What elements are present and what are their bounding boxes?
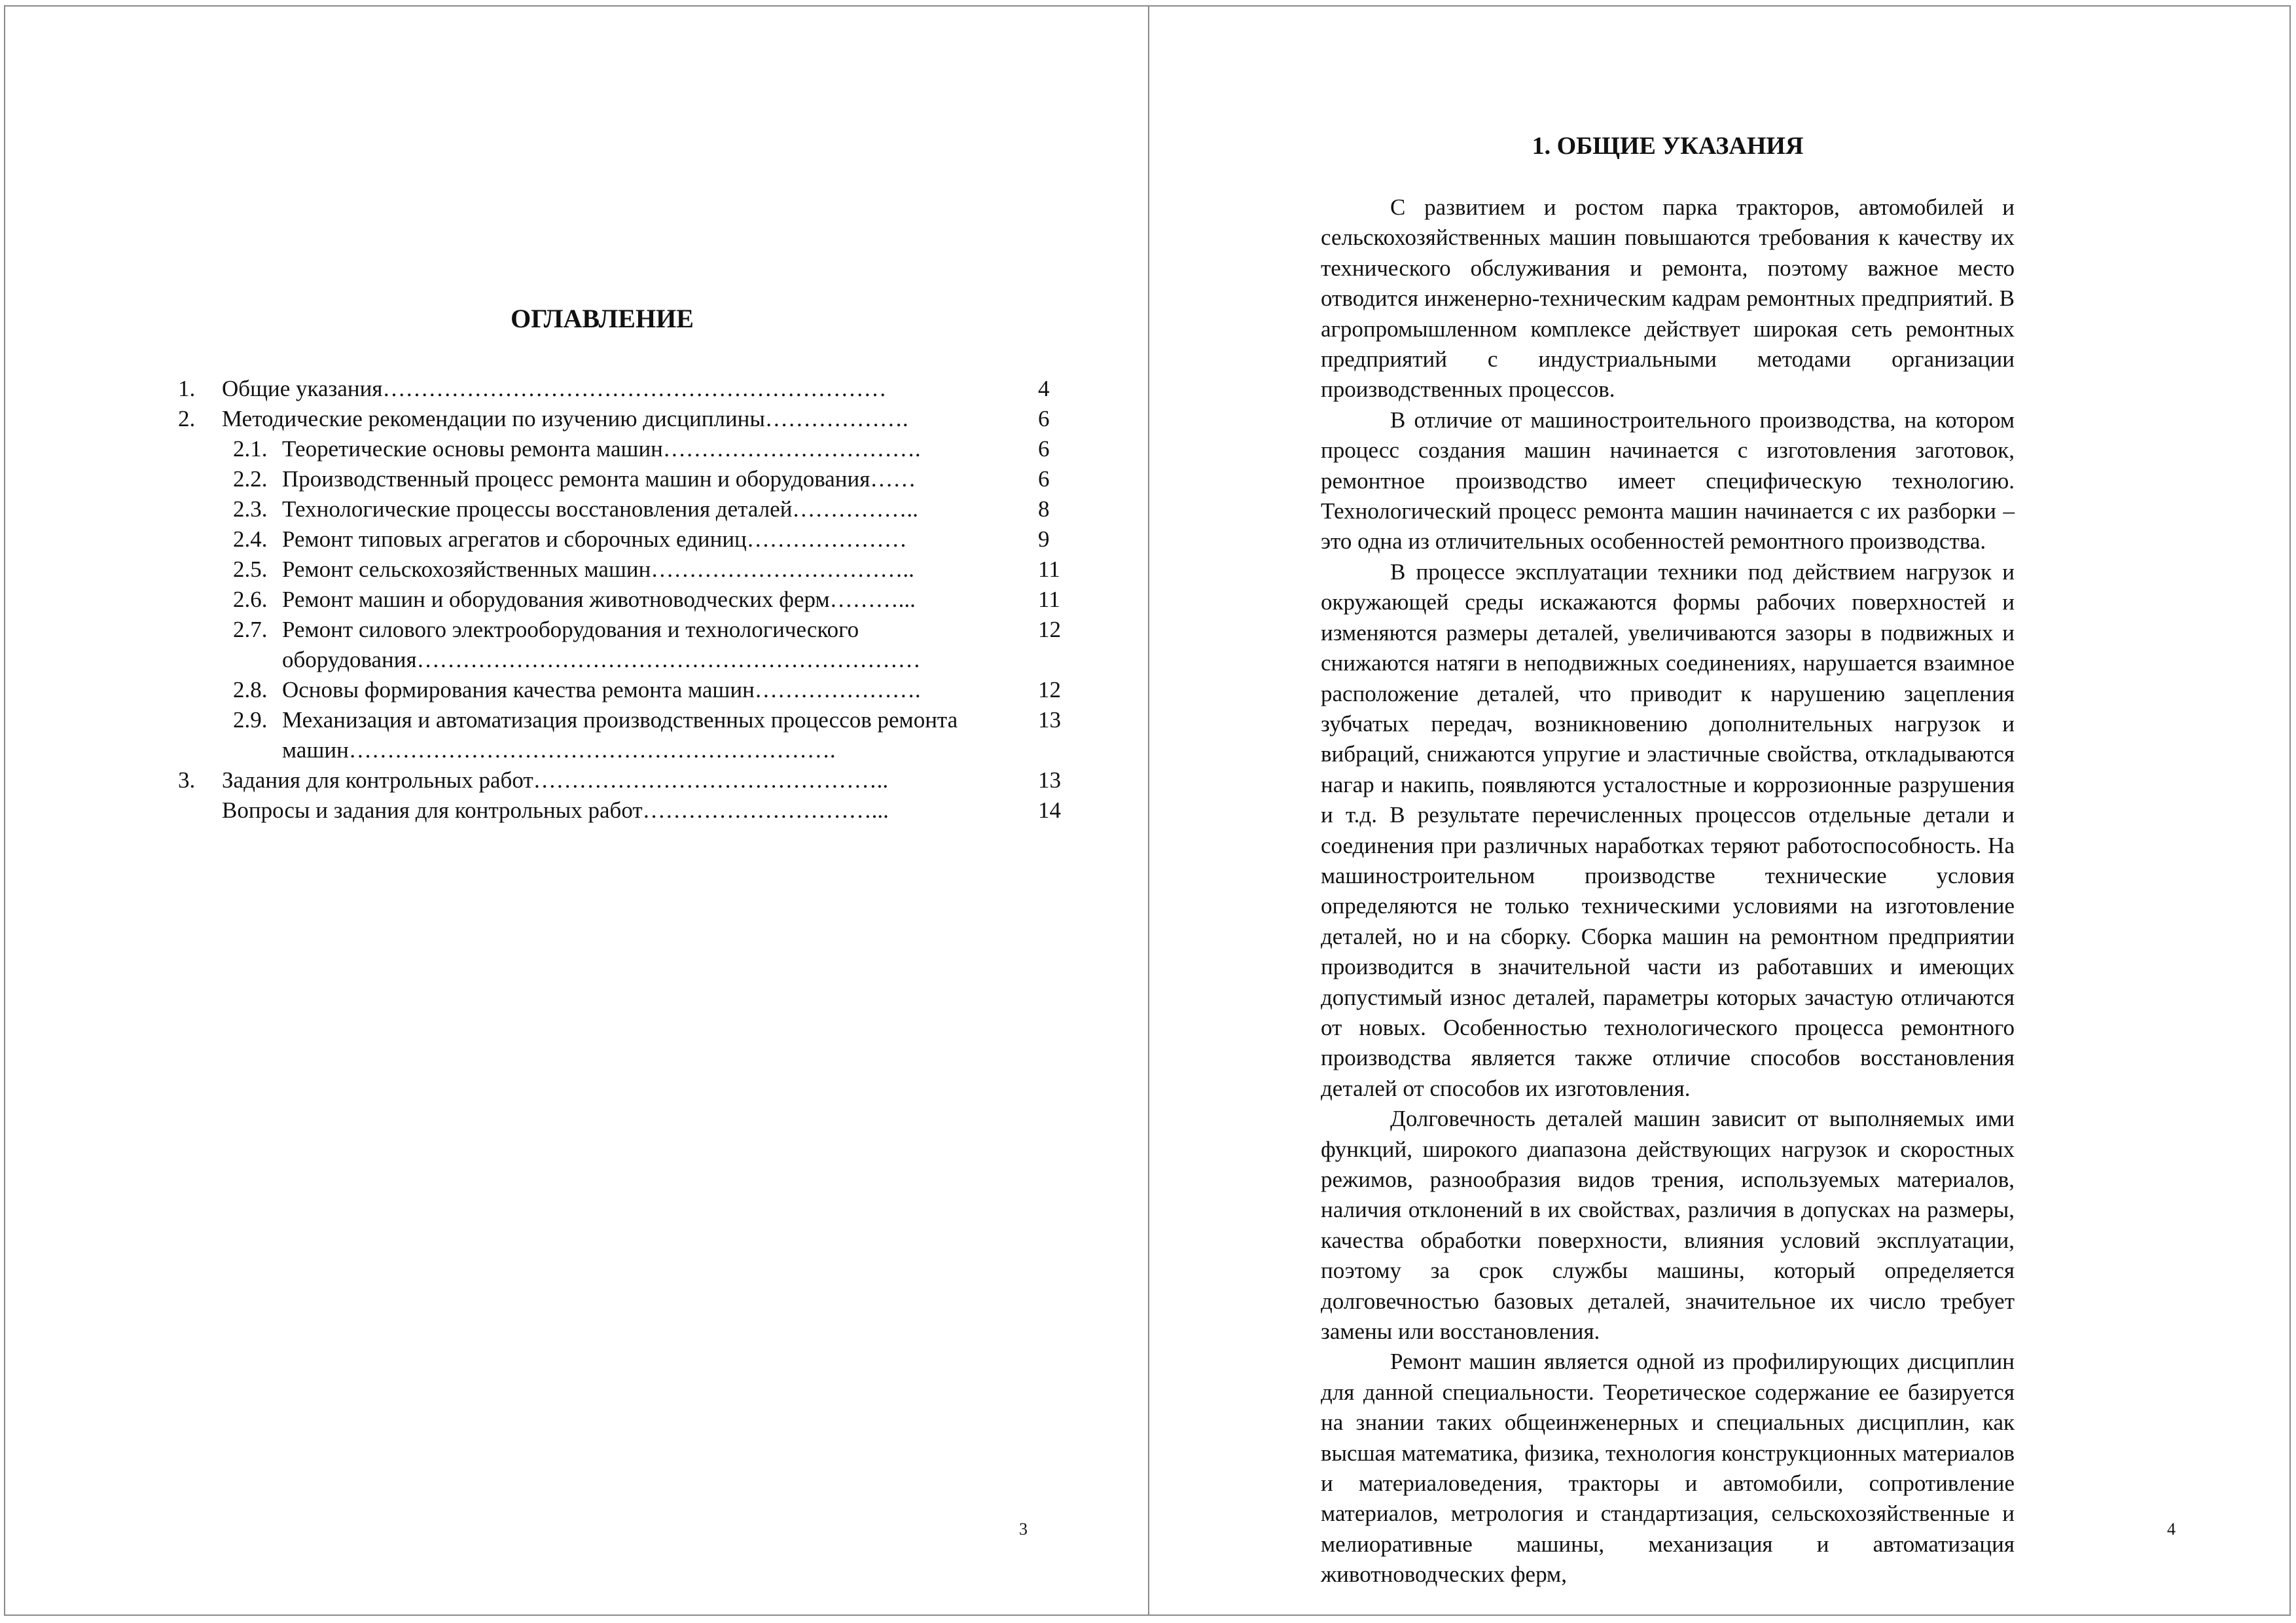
paragraph: С развитием и ростом парка тракторов, автомобилей и сельскохозяйственных машин повышаются требования к качеству их технического обслуживания и ремонта, поэтому важное место отводится инженерно-техническим кадрам ремонтных предприятий. В агропромышленном комплексе действует широкая сеть ремонтных предприятий с индустриальными методами организации производственных процессов. xyxy=(1321,194,2015,403)
toc-entry[interactable] xyxy=(173,374,1089,404)
toc-entry-page: 8 xyxy=(1038,496,1050,522)
toc-entry-number: 2.6. xyxy=(233,587,268,612)
toc-entry-page: 6 xyxy=(1038,466,1050,492)
toc-entry-page: 11 xyxy=(1038,587,1060,612)
page-number: 4 xyxy=(2167,1520,2176,1539)
toc-entry[interactable] xyxy=(173,675,1089,705)
toc-entry-page: 14 xyxy=(1038,797,1061,823)
left-page xyxy=(5,5,1148,1616)
paragraph: Ремонт машин является одной из профилирующих дисциплин для данной специальности. Теоретическое содержание ее базируется на знании таких общеинженерных и специальных дисциплин, как высшая математика, физика, технология конструкционных материалов и материаловедения, тракторы и автомобили, сопротивление материалов, метрология и стандартизация, сельскохозяйственные и мелиоративные машины, механизация и автоматизация животноводческих ферм, xyxy=(1321,1349,2015,1588)
toc-entry[interactable] xyxy=(173,615,1089,675)
paragraph: В отличие от машиностроительного производства, на котором процесс создания машин начинается с изготовления заготовок, ремонтное производство имеет специфическую технологию. Технологический процесс ремонта машин начинается с их разборки – это одна из отличительных особенностей ремонтного производства. xyxy=(1321,407,2015,555)
toc-entry-text: Технологические процессы восстановления деталей…………….. xyxy=(282,496,918,522)
toc-entry-text: Общие указания………………………………………………………… xyxy=(222,376,887,401)
toc-entry[interactable] xyxy=(173,765,1089,795)
toc-entry-number: 3. xyxy=(178,767,196,793)
toc-entry-page: 4 xyxy=(1038,376,1050,401)
toc-entry-number: 2.1. xyxy=(233,436,268,462)
toc-entry-text: Ремонт машин и оборудования животноводческих ферм………... xyxy=(282,587,916,612)
paragraph: В процессе эксплуатации техники под действием нагрузок и окружающей среды искажаются формы рабочих поверхностей и изменяются размеры деталей, увеличиваются зазоры в подвижных и снижаются натяги в неподвижных соединениях, нарушается взаимное расположение деталей, что приводит к нарушению зацепления зубчатых передач, возникновению дополнительных нагрузок и вибраций, снижаются упругие и эластичные свойства, откладываются нагар и накипь, появляются усталостные и коррозионные разрушения и т.д. В результате перечисленных процессов отдельные детали и соединения при различных наработках теряют работоспособность. На машиностроительном производстве технические условия определяются не только техническими условиями на изготовление деталей, но и на сборку. Сборка машин на ремонтном предприятии производится в значительной части из работавших и имеющих допустимый износ деталей, параметры которых зачастую отличаются от новых. Особенностью технологического процесса ремонтного производства является также отличие способов восстановления деталей от способов их изготовления. xyxy=(1321,558,2015,1101)
toc-entry-number: 2.5. xyxy=(233,556,268,582)
chapter-title: 1. ОБЩИЕ УКАЗАНИЯ xyxy=(1532,132,1804,160)
toc-entry-number: 2.4. xyxy=(233,526,268,552)
table-of-contents xyxy=(173,374,1089,826)
toc-entry[interactable] xyxy=(173,585,1089,615)
toc-entry-text: Основы формирования качества ремонта машин…………………. xyxy=(282,677,921,702)
toc-entry-text: Теоретические основы ремонта машин……………………………. xyxy=(282,436,921,462)
toc-entry-page: 12 xyxy=(1038,677,1061,702)
toc-entry-number: 2.3. xyxy=(233,496,268,522)
paragraph: Долговечность деталей машин зависит от выполняемых ими функций, широкого диапазона действующих нагрузок и скоростных режимов, разнообразия видов трения, используемых материалов, наличия отклонений в их свойствах, различия в допусках на размеры, качества обработки поверхности, влияния условий эксплуатации, поэтому за срок службы машины, который определяется долговечностью базовых деталей, значительное их число требует замены или восстановления. xyxy=(1321,1106,2015,1345)
toc-entry-page: 12 xyxy=(1038,617,1061,642)
toc-entry-page: 11 xyxy=(1038,556,1060,582)
toc-entry[interactable] xyxy=(173,524,1089,555)
toc-entry[interactable] xyxy=(173,795,1089,826)
right-page xyxy=(1149,5,2291,1616)
page-number: 3 xyxy=(1019,1520,1028,1539)
toc-entry-number: 1. xyxy=(178,376,196,401)
body-text xyxy=(1321,192,2015,1590)
toc-entry-number: 2.9. xyxy=(233,707,268,733)
toc-entry-text: Производственный процесс ремонта машин и оборудования…… xyxy=(282,466,916,492)
toc-entry-page: 9 xyxy=(1038,526,1050,552)
toc-entry-text: Вопросы и задания для контрольных работ…………………………... xyxy=(222,797,889,823)
toc-entry[interactable] xyxy=(173,404,1089,434)
toc-entry-number: 2.8. xyxy=(233,677,268,702)
toc-entry[interactable] xyxy=(173,705,1089,765)
toc-entry-text: Методические рекомендации по изучению дисциплины………………. xyxy=(222,406,908,431)
toc-entry-text: Ремонт сельскохозяйственных машин…………………………….. xyxy=(282,556,914,582)
toc-entry-page: 13 xyxy=(1038,767,1061,793)
toc-entry-page: 13 xyxy=(1038,707,1061,733)
toc-entry-number: 2.2. xyxy=(233,466,268,492)
toc-entry-text: Задания для контрольных работ……………………………………….. xyxy=(222,767,889,793)
toc-entry[interactable] xyxy=(173,555,1089,585)
toc-entry[interactable] xyxy=(173,434,1089,464)
toc-title: ОГЛАВЛЕНИЕ xyxy=(511,304,694,333)
toc-entry-page: 6 xyxy=(1038,406,1050,431)
toc-entry-number: 2. xyxy=(178,406,196,431)
toc-entry-text: Механизация и автоматизация производственных процессов ремонта машин………………………………………………………. xyxy=(282,707,958,763)
toc-entry-text: Ремонт силового электрооборудования и технологического оборудования………………………………………………………… xyxy=(282,617,921,672)
toc-entry-text: Ремонт типовых агрегатов и сборочных единиц………………… xyxy=(282,526,907,552)
toc-entry-number: 2.7. xyxy=(233,617,268,642)
toc-entry-page: 6 xyxy=(1038,436,1050,462)
toc-entry[interactable] xyxy=(173,494,1089,524)
toc-entry[interactable] xyxy=(173,464,1089,494)
